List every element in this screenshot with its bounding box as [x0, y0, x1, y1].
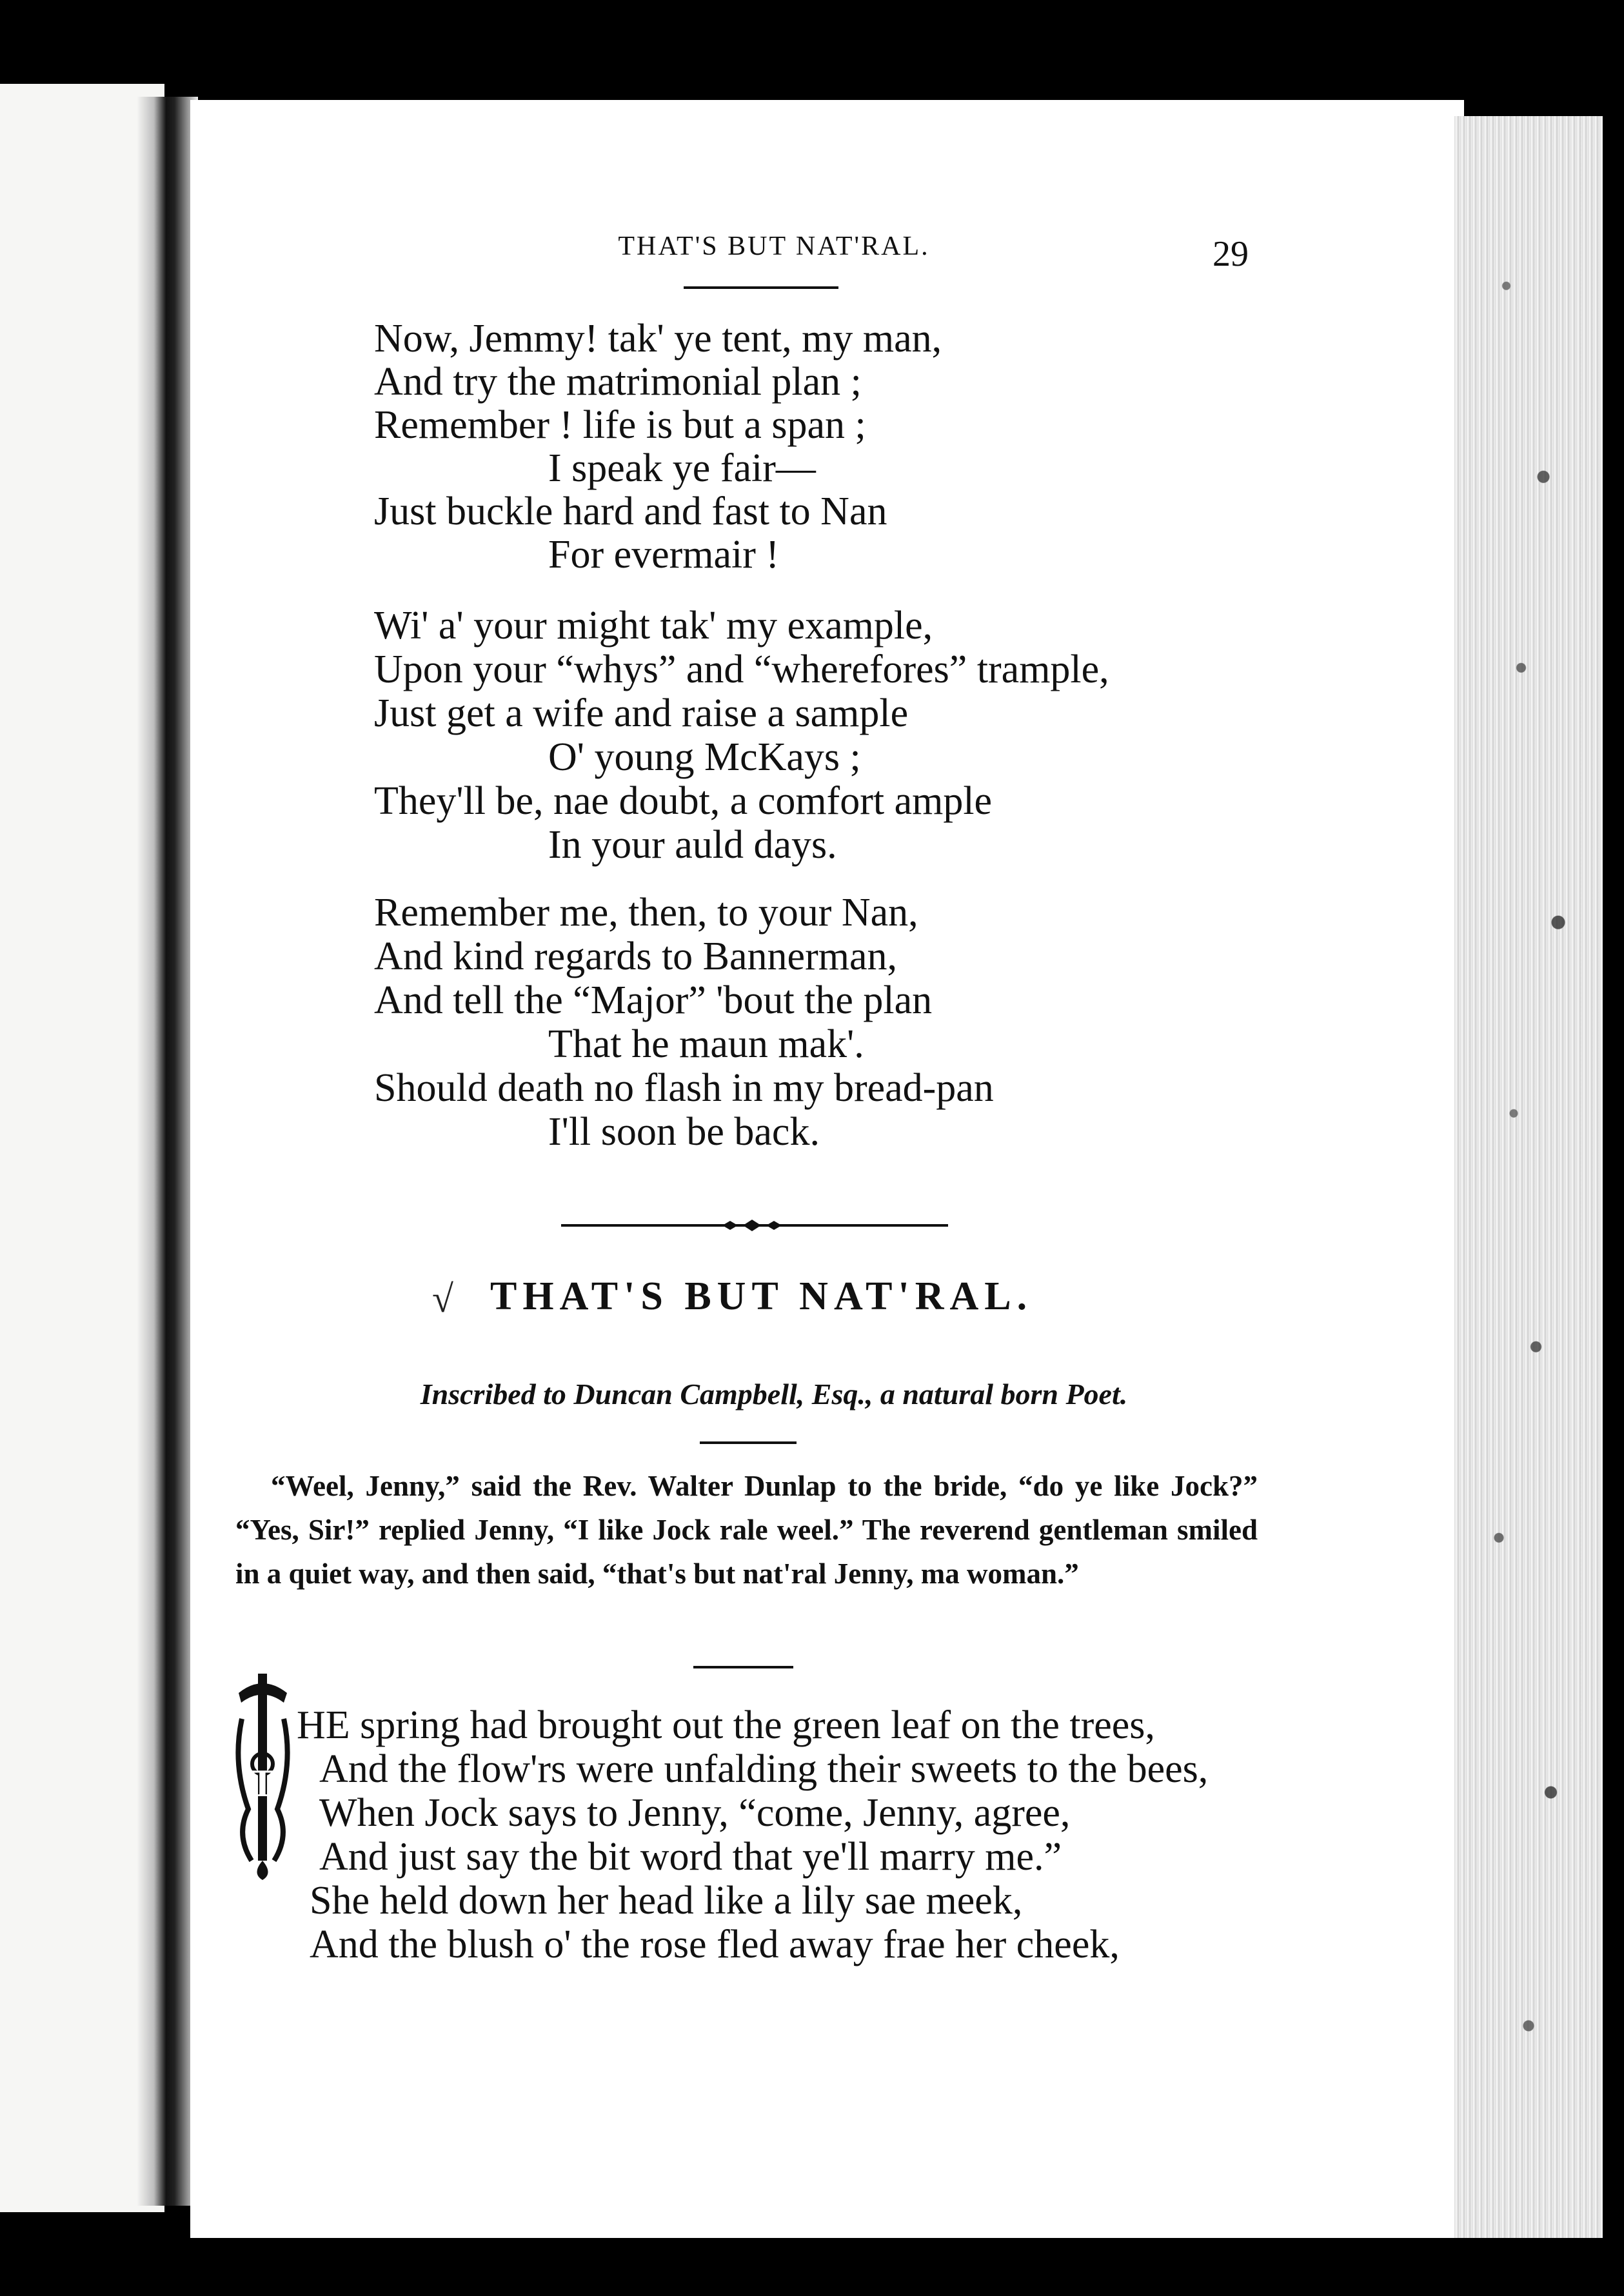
prose-rule: [693, 1666, 793, 1668]
verse-line: And try the matrimonial plan ;: [374, 360, 862, 404]
verse-line: Just buckle hard and fast to Nan: [374, 490, 887, 533]
verse-line: Remember ! life is but a span ;: [374, 403, 866, 447]
decorative-drop-cap: [232, 1667, 293, 1880]
verse-line: I speak ye fair—: [548, 446, 816, 490]
book-gutter: [137, 97, 198, 2206]
verse-line: Upon your “whys” and “wherefores” trample,: [374, 648, 1109, 691]
verse-line: Should death no flash in my bread-pan: [374, 1066, 994, 1110]
check-mark: √: [432, 1278, 453, 1320]
ornamental-divider: [561, 1212, 948, 1238]
verse-line: Just get a wife and raise a sample: [374, 691, 909, 735]
verse-line: Wi' a' your might tak' my example,: [374, 604, 933, 648]
verse-line: I'll soon be back.: [548, 1110, 820, 1154]
poem-line: HE spring had brought out the green leaf on the trees,: [297, 1703, 1155, 1747]
verse-line: In your auld days.: [548, 823, 837, 867]
verse-line: Remember me, then, to your Nan,: [374, 891, 918, 935]
page-edges: [1454, 116, 1603, 2238]
running-title: THAT'S BUT NAT'RAL.: [618, 232, 930, 261]
drop-cap-letter: T: [249, 1762, 276, 1805]
dedication-rule: [700, 1441, 797, 1444]
poem-line: And just say the bit word that ye'll marry me.”: [319, 1835, 1062, 1879]
verse-line: For evermair !: [548, 533, 780, 577]
verse-line: And tell the “Major” 'bout the plan: [374, 978, 933, 1022]
epigraph-prose: “Weel, Jenny,” said the Rev. Walter Dunlap to the bride, “do ye like Jock?” “Yes, Sir!” replied Jenny, “I like Jock rale weel.” The reverend gentleman smiled in a quiet way, and then said, “that's but nat'ral Jenny, ma woman.”: [235, 1470, 1258, 1590]
poem-line: And the blush o' the rose fled away frae her cheek,: [310, 1923, 1120, 1966]
verse-line: And kind regards to Bannerman,: [374, 935, 897, 978]
header-rule: [684, 286, 838, 289]
poem-line: And the flow'rs were unfalding their sweets to the bees,: [319, 1747, 1209, 1791]
dedication: Inscribed to Duncan Campbell, Esq., a natural born Poet.: [420, 1378, 1128, 1410]
page-number: 29: [1213, 234, 1249, 274]
verse-line: That he maun mak'.: [548, 1022, 864, 1066]
poem-line: She held down her head like a lily sae meek,: [310, 1879, 1023, 1923]
verse-line: O' young McKays ;: [548, 735, 861, 779]
poem-line: When Jock says to Jenny, “come, Jenny, agree,: [319, 1791, 1071, 1835]
poem-title: THAT'S BUT NAT'RAL.: [490, 1274, 1033, 1318]
verse-line: Now, Jemmy! tak' ye tent, my man,: [374, 317, 942, 361]
verse-line: They'll be, nae doubt, a comfort ample: [374, 779, 993, 823]
